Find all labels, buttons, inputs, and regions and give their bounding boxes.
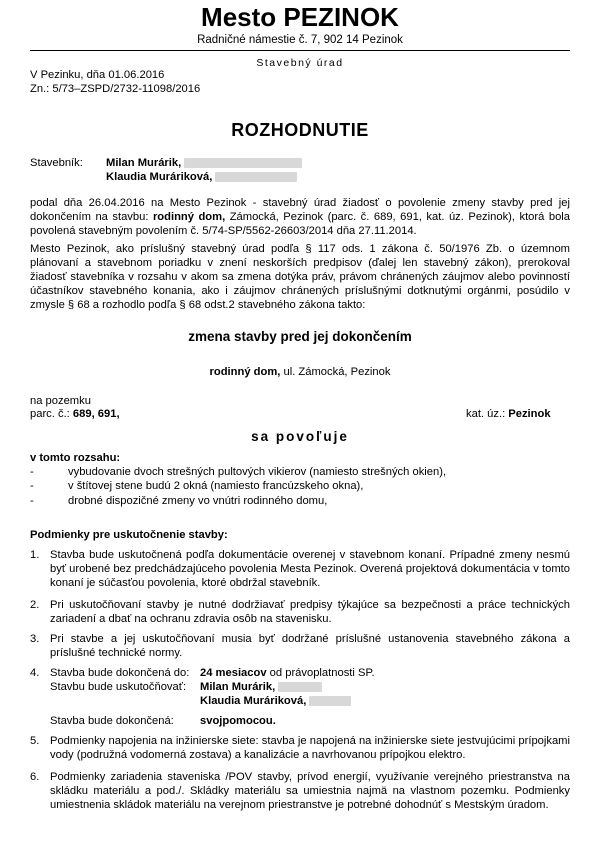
reference-number: Zn.: 5/73–ZSPD/2732-11098/2016	[30, 83, 201, 95]
redacted-address	[278, 682, 322, 692]
condition-4: 4. Stavba bude dokončená do: 24 mesiacov od právoplatnosti SP. Stavbu bude uskutočňovať: Milan Murárik, Klaudia Muráriková, Stavba bude dokončená: svojpomocou.	[30, 667, 375, 727]
municipality-address: Radničné námestie č. 7, 902 14 Pezinok	[197, 34, 403, 46]
contractor-label: Stavbu bude uskutočňovať:	[50, 681, 187, 693]
redacted-address	[309, 696, 351, 706]
application-paragraph: podal dňa 26.04.2016 na Mesto Pezinok - stavebný úrad žiadosť o povolenie zmeny stavby pred jej dokončením na stavbu: rodinný dom, Zámocká, Pezinok (parc. č. 689, 691, kat. úz. Pezinok), ktorá bola povolená stavebným povolením č. 5/74-SP/5562-26603/2014 dňa 27.11.2014.	[30, 197, 570, 237]
redacted-address	[184, 158, 302, 168]
document-page: Mesto PEZINOK Radničné námestie č. 7, 902 14 Pezinok Stavebný úrad V Pezinku, dňa 01.06.2016 Zn.: 5/73–ZSPD/2732-11098/2016 ROZHODNUTIE Stavebník: Milan Murárik, Klaudia Muráriková, podal dňa 26.04.2016 na Mesto Pezinok - stavebný úrad žiadosť o povolenie zmeny stavby pred jej dokončením na stavbu: rodinný dom, Zámocká, Pezinok (parc. č. 689, 691, kat. úz. Pezinok), ktorá bola povolená stavebným povolením č. 5/74-SP/5562-26603/2014 dňa 27.11.2014. Mesto Pezinok, ako príslušný stavebný úrad podľa § 117 ods. 1 zákona č. 50/1976 Zb. o územnom plánovaní a stavebnom poriadku v znení neskorších predpisov (ďalej len stavebný zákon), prerokoval žiadosť stavebníka v rozsahu v akom sa zmena dotýka práv, právom chránených záujmov alebo povinností účastníkov stavebného konania, ako i záujmov chránených príslušnými dotknutými orgánmi, posúdilo v zmysle § 68 a rozhodlo podľa § 68 odst.2 stavebného zákona takto: zmena stavby pred jej dokončením rodinný dom, ul. Zámocká, Pezinok na pozemku parc. č.: 689, 691, kat. úz.: Pezinok sa povoľuje v tomto rozsahu: - vybudovanie dvoch strešných pultových vikierov (namiesto strešných okien), - v štítovej stene budú 2 okná (namiesto francúzskeho okna), - drobné dispozičné zmeny vo vnútri rodinného domu, Podmienky pre uskutočnenie stavby: 1. Stavba bude uskutočnená podľa dokumentácie overenej v stavebnom konaní. Prípadné zmeny nesmú byť urobené bez predchádzajúceho povolenia Mesta Pezinok. Overená projektová dokumentácia v tomto konaní je súčasťou povolenia, ktoré obdržal stavebník. 2. Pri uskutočňovaní stavby je nutné dodržiavať predpisy týkajúce sa bezpečnosti a práce technických zariadení a dbať na ochranu zdravia osôb na stavenisku. 3. Pri stavbe a jej uskutočňovaní musia byť dodržané príslušné ustanovenia stavebného zákona a príslušné technické normy. 4. Stavba bude dokončená do: 24 mesiacov od právoplatnosti SP. Stavbu bude uskutočňovať: Milan Murárik, Klaudia Muráriková, Stavba bude dokončená: svojpomocou. 5. Podmienky napojenia na inžinierske siete: stavba je napojená na inžinierske siete jestvujúcimi prípojkami vody (podružná vodomerná zostava) a kanalizácie a navrhovanou prípojkou elektro. 6. Podmienky zariadenia staveniska /POV stavby, prívod energií, využívanie verejného priestranstva na skládku materiálu a pod./. Skládky materiálu sa umiestnia najmä na vlastnom pozemku. Podmienky umiestnenia skládok materiálu na verejnom priestranstve je potrebné dohodnúť s Mestským úradom.	[0, 0, 600, 850]
document-title: ROZHODNUTIE	[231, 120, 369, 140]
municipality-title: Mesto PEZINOK	[201, 2, 399, 32]
builder-name-1: Milan Murárik,	[106, 156, 302, 170]
method-label: Stavba bude dokončená:	[50, 715, 174, 727]
contractor-name-2: Klaudia Muráriková,	[200, 694, 351, 708]
scope-heading: v tomto rozsahu:	[30, 452, 121, 464]
redacted-address	[215, 172, 297, 182]
deadline-label: Stavba bude dokončená do:	[50, 667, 190, 679]
decision-heading: zmena stavby pred jej dokončením	[188, 329, 412, 344]
header-divider	[30, 50, 570, 51]
deadline-value: 24 mesiacov od právoplatnosti SP.	[200, 667, 375, 679]
parcel-number: parc. č.: 689, 691,	[30, 408, 120, 420]
land-label: na pozemku	[30, 395, 91, 407]
method-value: svojpomocou.	[200, 715, 276, 727]
cadastral-area: kat. úz.: Pezinok	[466, 408, 551, 420]
decision-object: rodinný dom, ul. Zámocká, Pezinok	[209, 366, 391, 378]
procedure-paragraph: Mesto Pezinok, ako príslušný stavebný úrad podľa § 117 ods. 1 zákona č. 50/1976 Zb. o územnom plánovaní a stavebnom poriadku v znení neskorších predpisov (ďalej len stavebný zákon), prerokoval žiadosť stavebníka v rozsahu v akom sa zmena dotýka práv, právom chránených záujmov alebo povinností účastníkov stavebného konania, ako i záujmov chránených príslušnými dotknutými orgánmi, posúdilo v zmysle § 68 a rozhodlo podľa § 68 odst.2 stavebného zákona takto:	[30, 243, 570, 311]
contractor-name-1: Milan Murárik,	[200, 680, 322, 694]
builder-name-2: Klaudia Muráriková,	[106, 170, 297, 184]
conditions-heading: Podmienky pre uskutočnenie stavby:	[30, 529, 228, 541]
office-name: Stavebný úrad	[256, 57, 344, 69]
builder-label: Stavebník:	[30, 157, 83, 169]
permit-verdict: sa povoľuje	[251, 429, 349, 444]
place-date: V Pezinku, dňa 01.06.2016	[30, 69, 165, 81]
